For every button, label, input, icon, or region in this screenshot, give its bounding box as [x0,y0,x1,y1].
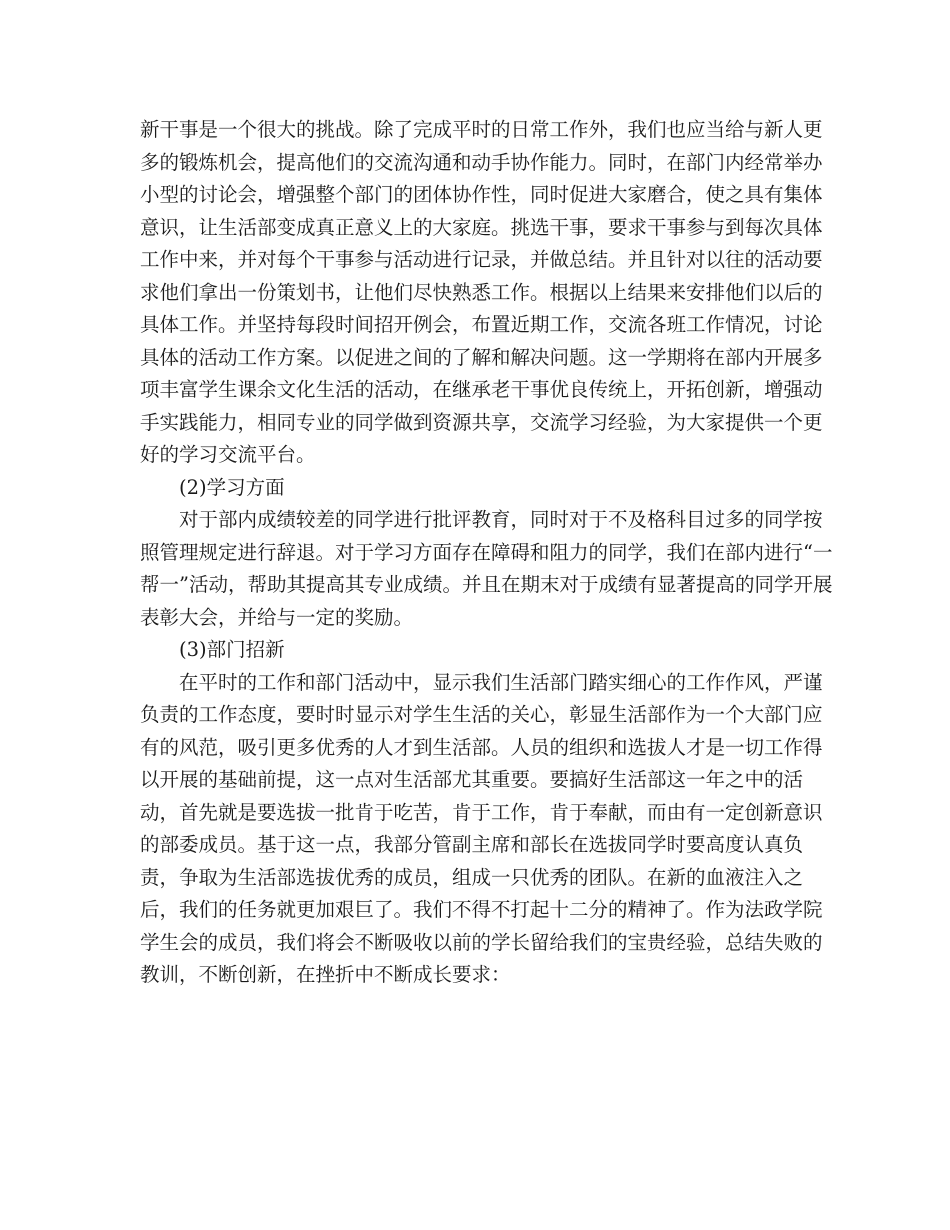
text-line: 具体的活动工作方案。以促进之间的了解和解决问题。这一学期将在部内开展多 [140,345,823,369]
text-line: 工作中来，并对每个干事参与活动进行记录，并做总结。并且针对以往的活动要 [140,248,823,271]
text-line: 动，首先就是要选拔一批肯于吃苦，肯于工作，肯于奉献，而由有一定创新意识 [140,800,823,824]
document-body [140,114,833,992]
text-line: 帮一”活动，帮助其提高其专业成绩。并且在期末对于成绩有显著提高的同学开展 [140,573,833,596]
text-line: 具体工作。并坚持每段时间招开例会，布置近期工作，交流各班工作情况，讨论 [140,313,823,336]
text-line: 以开展的基础前提，这一点对生活部尤其重要。要搞好生活部这一年之中的活 [140,768,804,791]
paragraph-3 [140,667,823,992]
text-line: 表彰大会，并给与一定的奖励。 [140,605,414,629]
section-heading-study: (2)学习方面 [179,475,285,499]
text-line: 学生会的成员，我们将会不断吸收以前的学长留给我们的宝贵经验，总结失败的 [140,930,823,954]
paragraph-2 [140,504,833,634]
text-line: 项丰富学生课余文化生活的活动，在继承老干事优良传统上，开拓创新，增强动 [140,378,823,401]
section-heading-recruitment: (3)部门招新 [179,638,285,661]
text-line: 新干事是一个很大的挑战。除了完成平时的日常工作外，我们也应当给与新人更 [140,118,823,141]
text-line: 手实践能力，相同专业的同学做到资源共享，交流学习经验，为大家提供一个更 [140,410,823,434]
text-line: 在平时的工作和部门活动中，显示我们生活部门踏实细心的工作作风，严谨 [179,670,823,694]
text-line: 求他们拿出一份策划书，让他们尽快熟悉工作。根据以上结果来安排他们以后的 [140,280,823,304]
text-line: 有的风范，吸引更多优秀的人才到生活部。人员的组织和选拔人才是一切工作得 [140,735,823,759]
text-line: 责，争取为生活部选拔优秀的成员，组成一只优秀的团队。在新的血液注入之 [140,865,804,889]
text-line: 教训，不断创新，在挫折中不断成长要求： [140,963,511,986]
text-line: 对于部内成绩较差的同学进行批评教育，同时对于不及格科目过多的同学按 [179,508,823,531]
text-line: 多的锻炼机会，提高他们的交流沟通和动手协作能力。同时，在部门内经常举办 [140,150,823,174]
text-line: 照管理规定进行辞退。对于学习方面存在障碍和阻力的同学，我们在部内进行“一 [140,540,833,564]
paragraph-1 [140,114,823,472]
text-line: 意识，让生活部变成真正意义上的大家庭。挑选干事，要求干事参与到每次具体 [140,215,823,239]
text-line: 好的学习交流平台。 [140,443,316,466]
text-line: 的部委成员。基于这一点，我部分管副主席和部长在选拔同学时要高度认真负 [140,833,804,856]
text-line: 小型的讨论会，增强整个部门的团体协作性，同时促进大家磨合，使之具有集体 [140,183,823,206]
text-line: 后，我们的任务就更加艰巨了。我们不得不打起十二分的精神了。作为法政学院 [140,898,823,921]
text-line: 负责的工作态度，要时时显示对学生生活的关心，彰显生活部作为一个大部门应 [140,703,823,726]
